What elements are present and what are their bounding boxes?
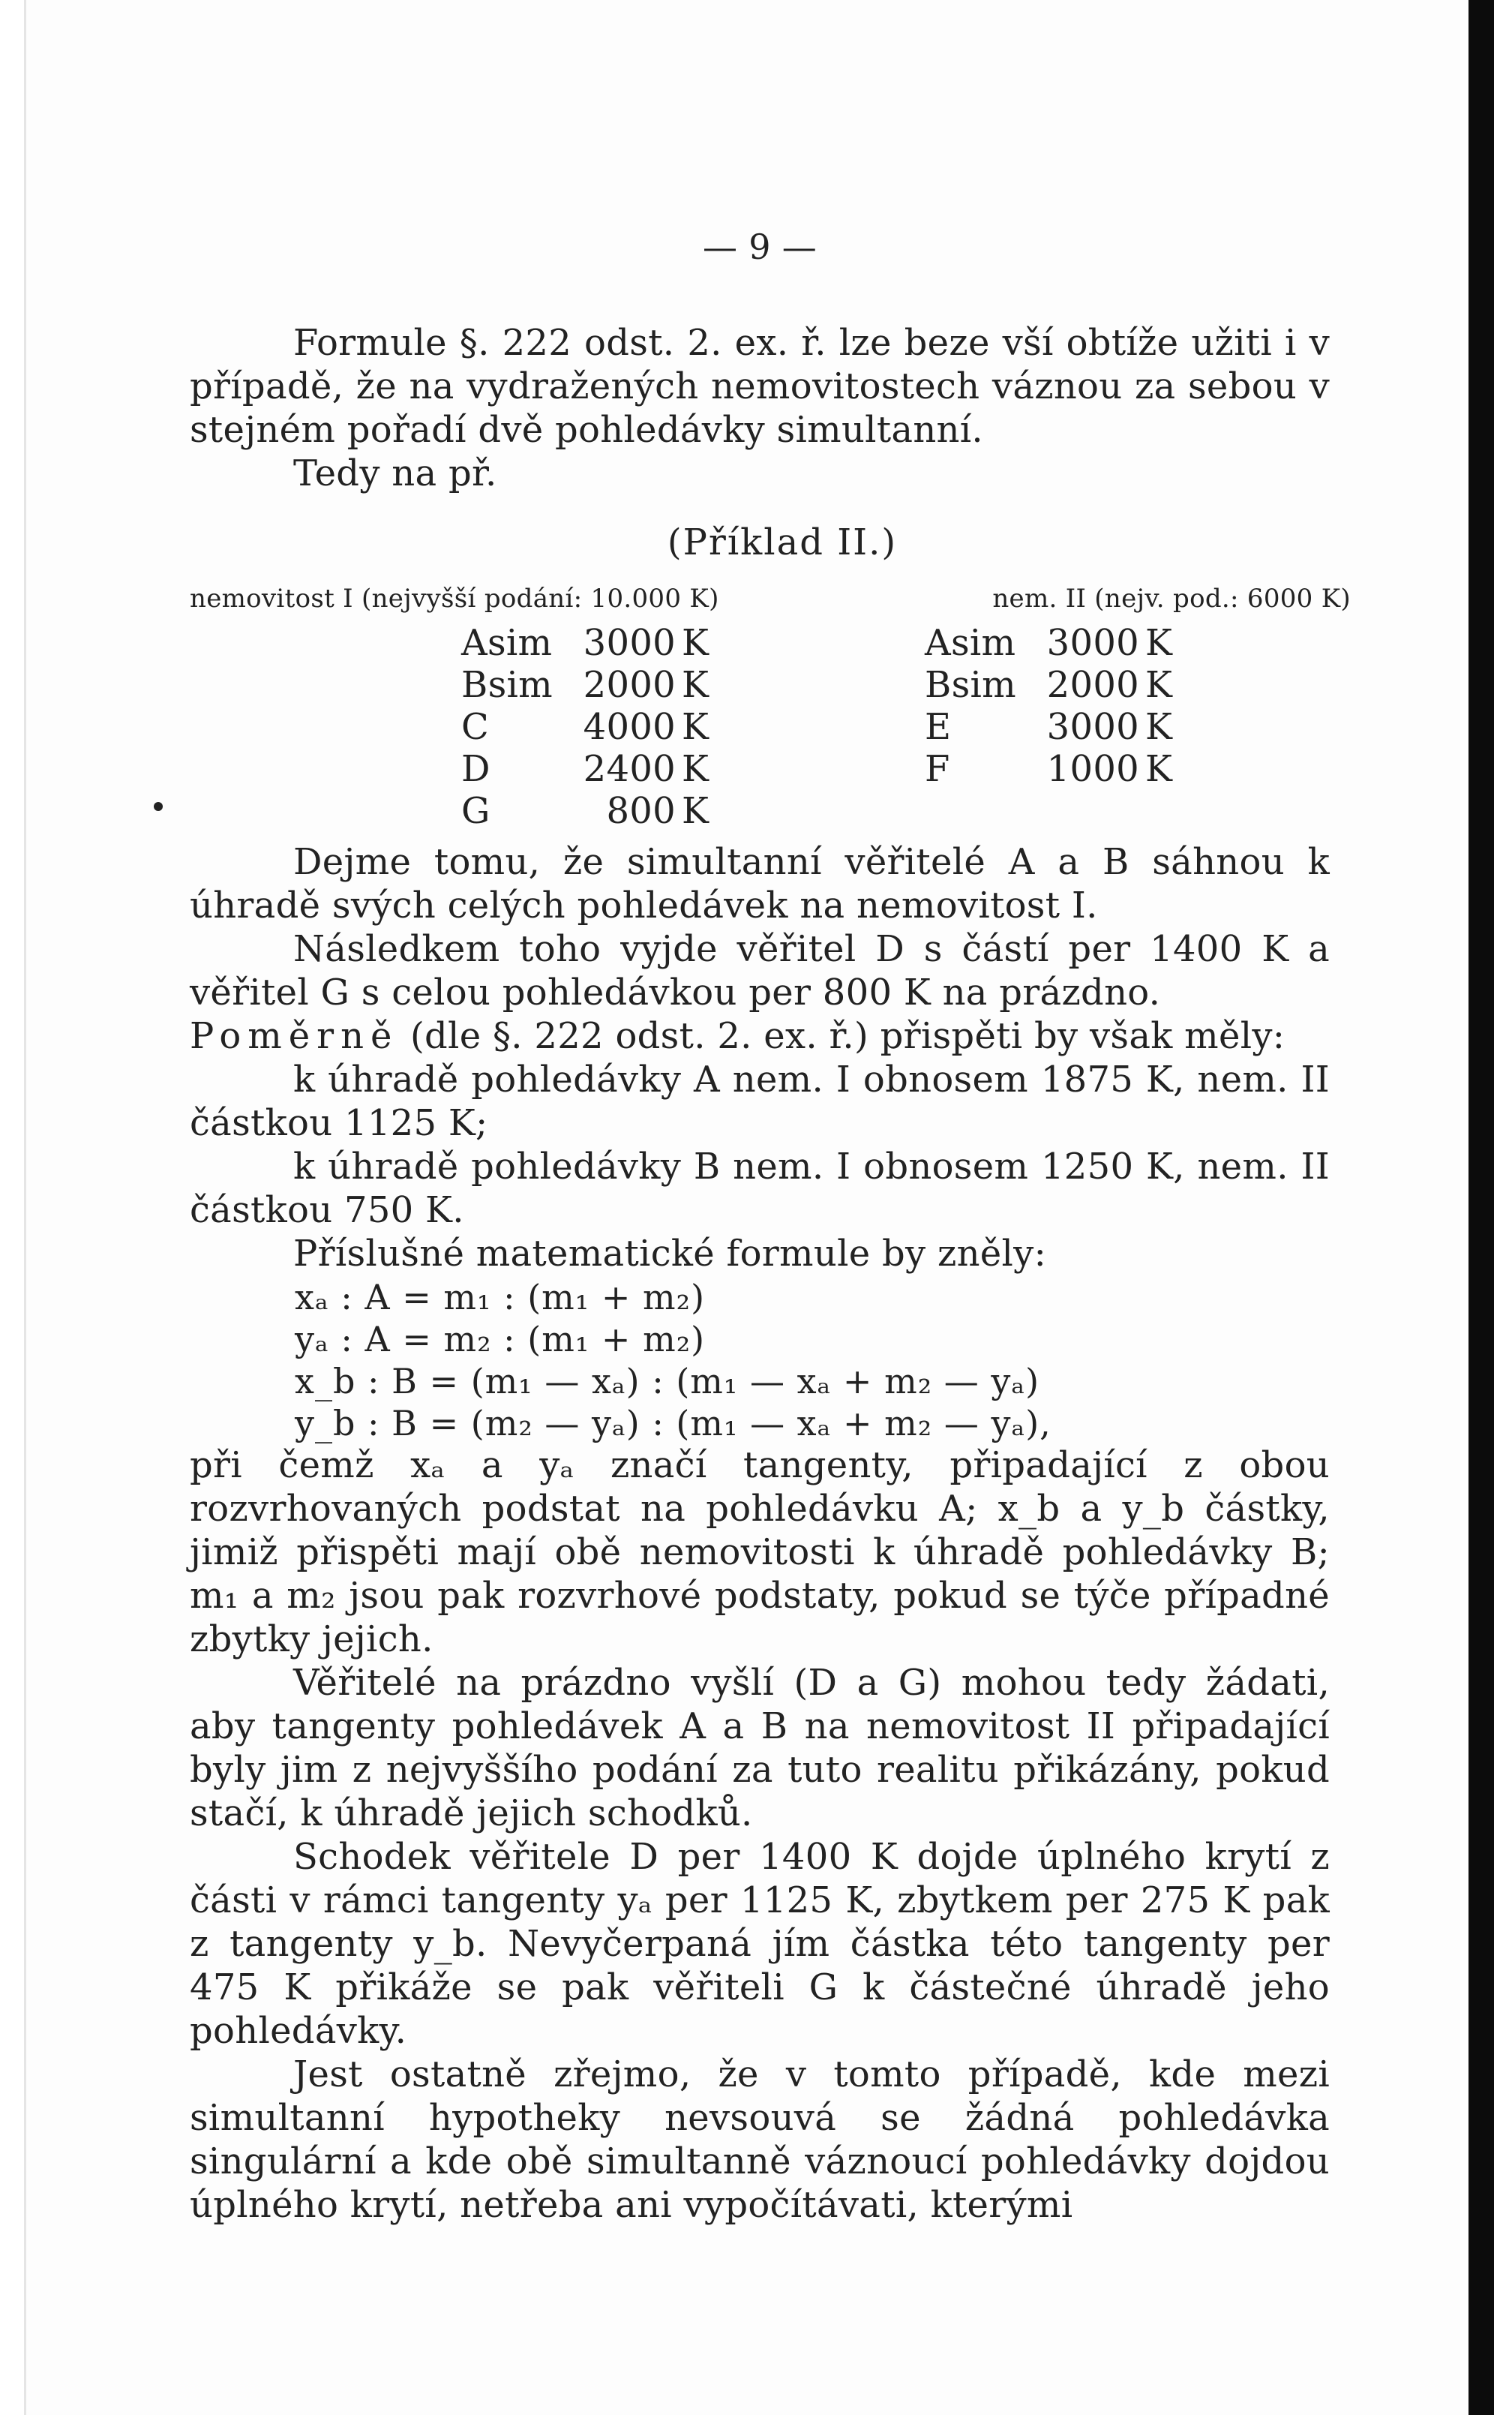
paragraph-9: Schodek věřitele D per 1400 K dojde úplného krytí z části v rámci tangenty yₐ per 1125 K, zbytkem per 275 K pak z tangenty y_b. Nevyčerpaná jím částka této tangenty per 475 K přikáže se pak věřiteli G k částečné úhradě jeho pohledávky. <box>190 1836 1330 2052</box>
paragraph-3: Následkem toho vyjde věřitel D s částí per 1400 K a věřitel G s celou pohledávkou per 800 K na prázdno. <box>190 928 1330 1014</box>
paragraph-1b: Tedy na př. <box>293 452 497 494</box>
header-property-1: nemovitost I (nejvyšší podání: 10.000 K) <box>190 584 719 614</box>
formula: xₐ : A = m₁ : (m₁ + m₂) <box>295 1277 706 1317</box>
paragraph-7: při čemž xₐ a yₐ značí tangenty, připadající z obou rozvrhovaných podstat na pohledávku A; x_b a y_b částky, jimiž přispěti mají obě nemovitosti k úhradě pohledávky B; m₁ a m₂ jsou pak rozvrhové podstaty, pokud se týče případné zbytky jejich. <box>190 1444 1330 1660</box>
paragraph-5: k úhradě pohledávky B nem. I obnosem 1250 K, nem. II částkou 750 K. <box>190 1146 1330 1231</box>
table-row: Asim 3000 K <box>925 622 1173 664</box>
paragraph-6: Příslušné matematické formule by zněly: <box>293 1233 1047 1275</box>
table-row: E 3000 K <box>925 706 1173 748</box>
formula: yₐ : A = m₂ : (m₁ + m₂) <box>295 1319 706 1359</box>
paragraph-2: Dejme tomu, že simultanní věřitelé A a B sáhnou k úhradě svých celých pohledávek na nemovitost I. <box>190 841 1330 927</box>
margin-dot <box>154 802 163 811</box>
property-2-claims <box>760 621 1330 831</box>
spaced-word: Poměrně <box>190 1015 399 1057</box>
formula: y_b : B = (m₂ — yₐ) : (m₁ — xₐ + m₂ — yₐ), <box>295 1403 1052 1443</box>
paragraph-4: k úhradě pohledávky A nem. I obnosem 1875 K, nem. II částkou 1125 K; <box>190 1059 1330 1144</box>
example-title: (Příklad II.) <box>667 521 898 563</box>
document-page <box>190 225 1351 2227</box>
table-row: Bsim 2000 K <box>925 664 1173 706</box>
claims-table <box>190 621 1330 831</box>
table-row: Bsim 2000 K <box>461 664 710 706</box>
table-row: G 800 K <box>461 790 710 832</box>
paragraph-8: Věřitelé na prázdno vyšlí (D a G) mohou tedy žádati, aby tangenty pohledávek A a B na nemovitost II připadající byly jim z nejvyššího podání za tuto realitu přikázány, pokud stačí, k úhradě jejich schodků. <box>190 1662 1330 1834</box>
table-row: D 2400 K <box>461 748 710 790</box>
page-number: — 9 — <box>702 227 817 267</box>
paragraph-10: Jest ostatně zřejmo, že v tomto případě, kde mezi simultanní hypotheky nevsouvá se žádná pohledávka singulární a kde obě simultanně váznoucí pohledávky dojdou úplného krytí, netřeba ani vypočítávati, kterými <box>190 2053 1330 2226</box>
header-property-2: nem. II (nejv. pod.: 6000 K) <box>992 584 1351 614</box>
table-row: F 1000 K <box>925 748 1173 790</box>
page-scan <box>24 0 1494 2415</box>
paragraph-1: Formule §. 222 odst. 2. ex. ř. lze beze vší obtíže užiti i v případě, že na vydražených nemovitostech váznou za sebou v stejném pořadí dvě pohledávky simultanní. <box>190 322 1330 451</box>
table-headers <box>190 582 1351 615</box>
table-row: C 4000 K <box>461 706 710 748</box>
paragraph-3b: Poměrně (dle §. 222 odst. 2. ex. ř.) přispěti by však měly: <box>190 1015 1286 1057</box>
formula: x_b : B = (m₁ — xₐ) : (m₁ — xₐ + m₂ — yₐ) <box>295 1361 1040 1401</box>
table-row: Asim 3000 K <box>461 622 710 664</box>
property-1-claims <box>190 621 760 831</box>
